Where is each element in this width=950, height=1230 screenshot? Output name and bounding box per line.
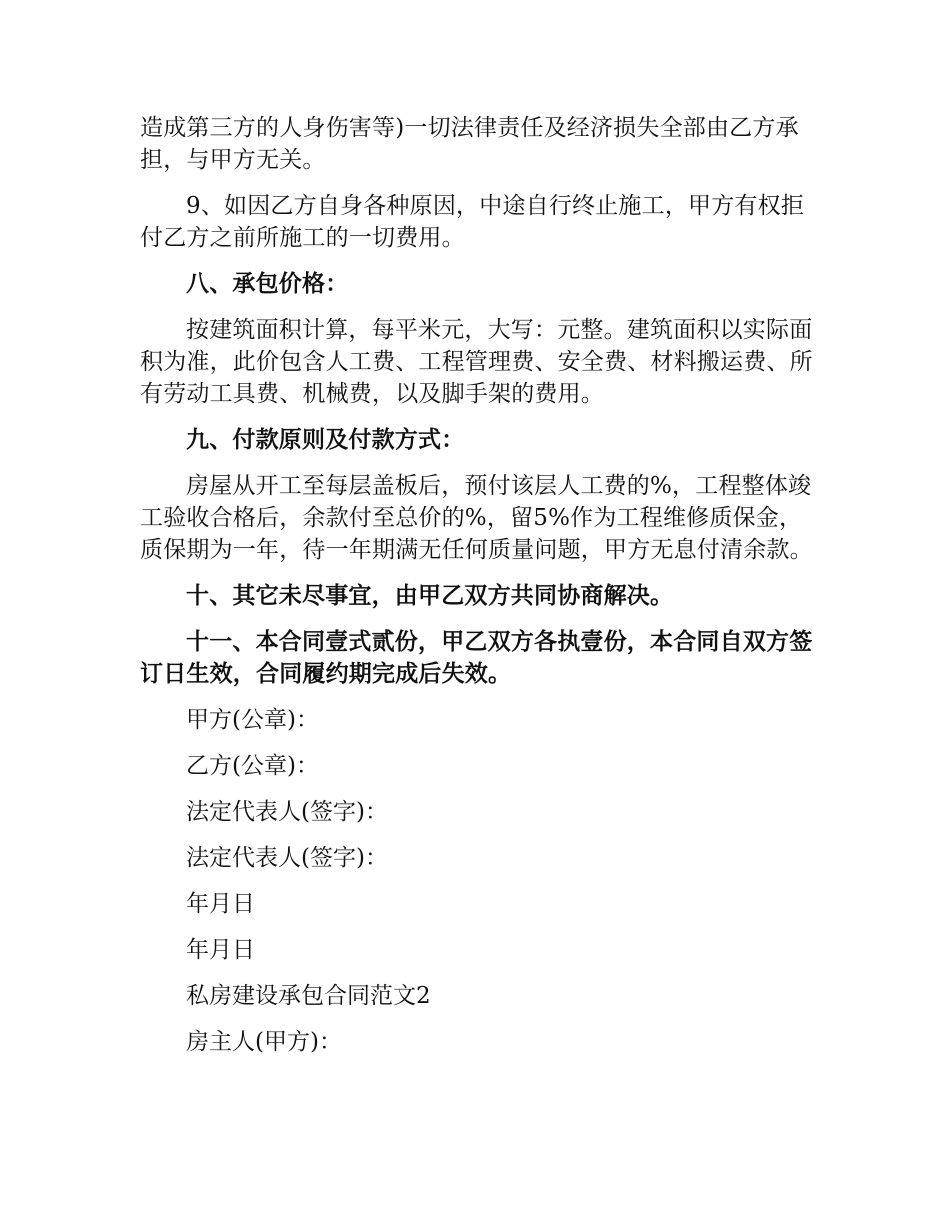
heading-contract-price: 八、承包价格：	[186, 270, 349, 297]
legal-rep-b-signature-line: 法定代表人(签字)：	[186, 845, 388, 871]
paragraph-clause-9: 9、如因乙方自身各种原因，中途自行终止施工，甲方有权拒付乙方之前所施工的一切费用。	[140, 193, 805, 251]
party-b-seal-line: 乙方(公章)：	[186, 753, 319, 779]
sample-contract-title: 私房建设承包合同范文2	[186, 983, 431, 1009]
paragraph-payment-terms: 房屋从开工至每层盖板后，预付该层人工费的%，工程整体竣工验收合格后，余款付至总价的%，留5%作为工程维修质保金，质保期为一年，待一年期满无任何质量问题，甲方无息付清余款。	[140, 473, 813, 563]
heading-contract-copies: 十一、本合同壹式贰份，甲乙双方各执壹份，本合同自双方签订日生效，合同履约期完成后失效。	[140, 628, 813, 687]
heading-other-matters: 十、其它未尽事宜，由甲乙双方共同协商解决。	[186, 582, 674, 609]
homeowner-party-a-line: 房主人(甲方)：	[186, 1029, 342, 1055]
legal-rep-a-signature-line: 法定代表人(签字)：	[186, 799, 388, 825]
document-page	[140, 112, 820, 1072]
heading-payment-terms: 九、付款原则及付款方式：	[186, 426, 465, 453]
paragraph-liability-continuation: 造成第三方的人身伤害等)一切法律责任及经济损失全部由乙方承担，与甲方无关。	[140, 115, 799, 173]
date-line-b: 年月日	[186, 937, 255, 963]
paragraph-contract-price: 按建筑面积计算，每平米元，大写：元整。建筑面积以实际面积为准，此价包含人工费、工程管理费、安全费、材料搬运费、所有劳动工具费、机械费，以及脚手架的费用。	[140, 317, 813, 407]
party-a-seal-line: 甲方(公章)：	[186, 707, 319, 733]
date-line-a: 年月日	[186, 891, 255, 917]
